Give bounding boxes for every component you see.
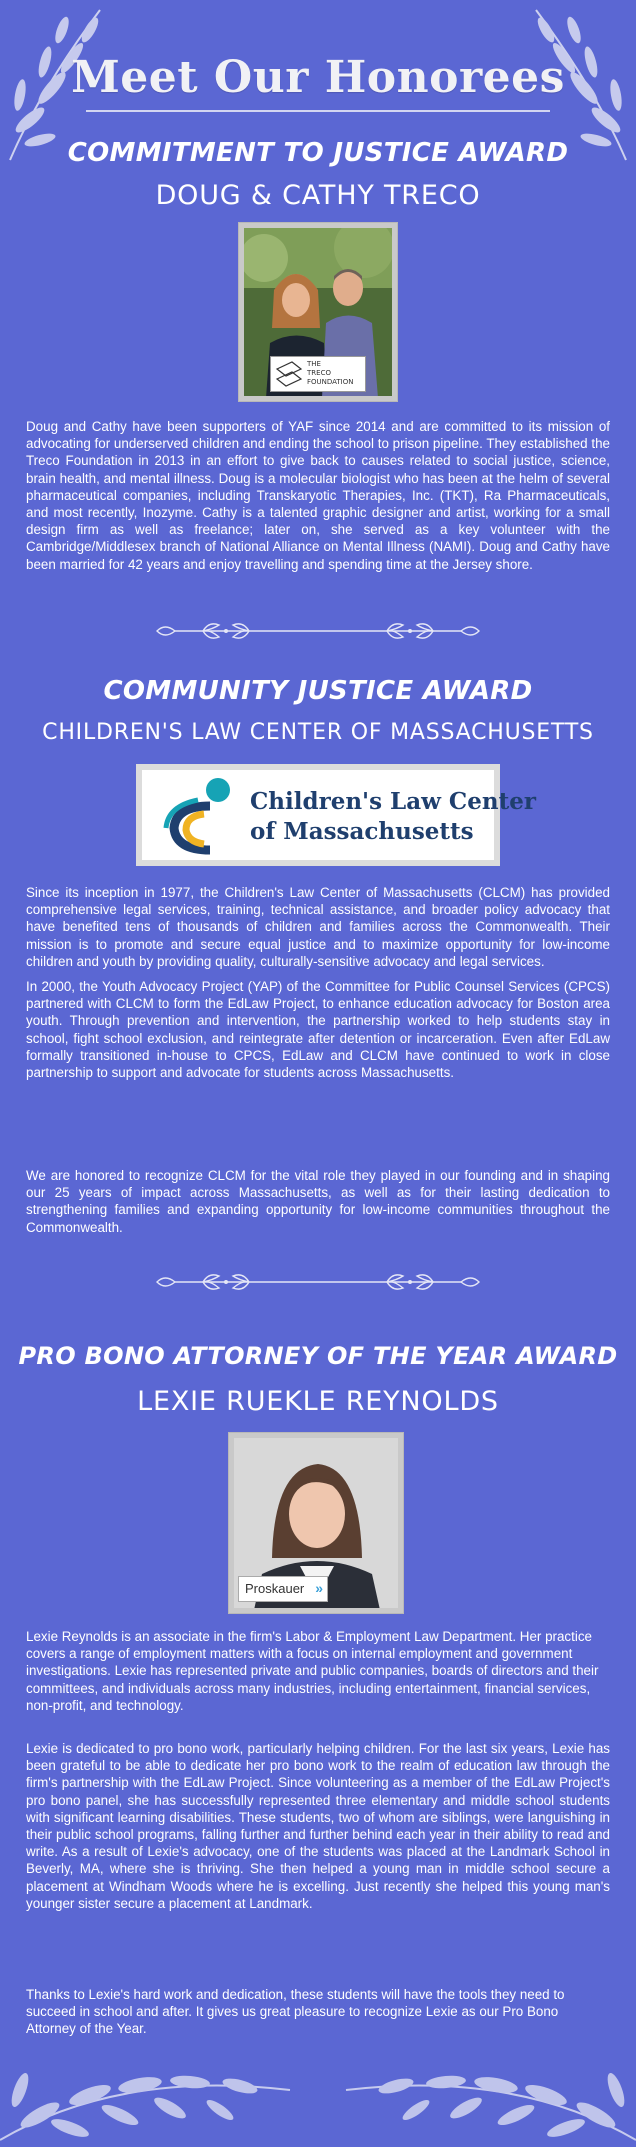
- clcm-logo-line1: Children's Law Center: [250, 788, 536, 815]
- treco-logo-line2: TRECO: [307, 369, 331, 377]
- chevron-right-icon: »: [315, 1580, 323, 1596]
- section3-paragraph2: Lexie is dedicated to pro bono work, particularly helping children. For the last six years, Lexie has been grateful to be able to dedicate her pro bono work to the realm of education law through the firm's partnership with the EdLaw Project. Since volunteering as a member of the EdLaw Project's pro bono panel, she has successfully represented three elementary and middle school students with significant learning disabilities. These students, two of whom are siblings, were languishing in their public school programs, falling further and further behind each year in their ability to read and write. As a result of Lexie's advocacy, one of the students was placed at the Landmark School in Beverly, MA, where she is thriving. She then helped a young man in middle school secure a placement at Windham Woods where he is excelling. Just recently she helped this young man's younger sister secure a placement at Landmark.: [26, 1741, 610, 1911]
- treco-photo-frame: [238, 222, 398, 402]
- section2-paragraph1: Since its inception in 1977, the Children's Law Center of Massachusetts (CLCM) has provided comprehensive legal services, training, technical assistance, and broader policy advocacy that have benefited tens of thousands of children and families across the Commonwealth. Their mission is to promote and secure equal justice and to maximize opportunity for low-income children and youth by providing quality, culturally-sensitive advocacy and legal services.: [26, 885, 610, 969]
- section3-paragraph1: Lexie Reynolds is an associate in the firm's Labor & Employment Law Department. Her practice covers a range of employment matters with a focus on internal employment and government investigations. Lexie has represented private and public companies, boards of directors and their committees, and individuals across many industries, including entertainment, financial services, non-profit, and technology.: [26, 1629, 599, 1713]
- clcm-emblem-icon: [152, 770, 252, 860]
- bottom-left-foliage-icon: [0, 2030, 300, 2147]
- section3-honoree-name: LEXIE RUEKLE REYNOLDS: [137, 1386, 499, 1417]
- section2-paragraph2: In 2000, the Youth Advocacy Project (YAP) of the Committee for Public Counsel Services (CPCS) partnered with CLCM to form the EdLaw Project, to enhance education advocacy for Boston area youth. Through prevention and intervention, the partnership worked to help students stay in school, fight school exclusion, and reintegrate after detention or incarceration. Even after EdLaw formally transitioned in-house to CPCS, EdLaw and CLCM have continued to work in close partnership to support and advocate for students across Massachusetts.: [26, 979, 610, 1081]
- section2-award-title: COMMUNITY JUSTICE AWARD: [103, 676, 533, 706]
- title-underline: [86, 110, 550, 112]
- clcm-logo-line2: of Massachusetts: [250, 818, 474, 845]
- ornamental-divider-icon: [145, 619, 491, 643]
- treco-photo: [244, 228, 392, 396]
- reynolds-photo-frame: [228, 1432, 404, 1614]
- treco-logo-icon: [274, 359, 304, 389]
- reynolds-photo: [234, 1438, 398, 1608]
- section1-bio: Doug and Cathy have been supporters of YAF since 2014 and are committed to its mission of advocating for underserved children and ending the school to prison pipeline. They established the Treco Foundation in 2013 in an effort to give back to causes related to social justice, science, brain health, and mental illness. Doug is a molecular biologist who has been at the helm of several pharmaceutical companies, including Transkaryotic Therapies, Inc. (TKT), Ra Pharmaceuticals, and most recently, Inozyme. Cathy is a talented graphic designer and artist, working for a small design firm as well as freelance; later on, she served as a key volunteer with the Cambridge/Middlesex branch of National Alliance on Mental Illness (NAMI). Doug and Cathy have been married for 42 years and enjoy travelling and spending time at the Jersey shore.: [26, 419, 610, 572]
- treco-logo-line1: THE: [307, 360, 321, 368]
- page-title: Meet Our Honorees: [71, 52, 565, 103]
- clcm-logo-card: [136, 764, 536, 866]
- section3-award-title: PRO BONO ATTORNEY OF THE YEAR AWARD: [18, 1342, 618, 1370]
- section1-honoree-name: DOUG & CATHY TRECO: [155, 180, 481, 211]
- treco-foundation-logo: [270, 356, 366, 392]
- section2-honoree-name: CHILDREN'S LAW CENTER OF MASSACHUSETTS: [42, 720, 594, 745]
- treco-logo-line3: FOUNDATION: [307, 378, 354, 386]
- bottom-right-foliage-icon: [336, 2030, 636, 2147]
- proskauer-logo-text: Proskauer: [245, 1581, 305, 1596]
- section1-award-title: COMMITMENT TO JUSTICE AWARD: [67, 138, 569, 168]
- section2-paragraph3: We are honored to recognize CLCM for the vital role they played in our founding and in shaping our 25 years of impact across Massachusetts, as well as for their lasting dedication to strengthening families and expanding opportunity for low-income communities throughout the Commonwealth.: [26, 1168, 610, 1235]
- clcm-logo: [142, 770, 536, 860]
- section3-paragraph3: Thanks to Lexie's hard work and dedication, these students will have the tools they need to succeed in school and after. It gives us great pleasure to recognize Lexie as our Pro Bono Attorney of the Year.: [26, 1987, 565, 2037]
- ornamental-divider-icon: [145, 1270, 491, 1294]
- proskauer-logo: [238, 1576, 328, 1602]
